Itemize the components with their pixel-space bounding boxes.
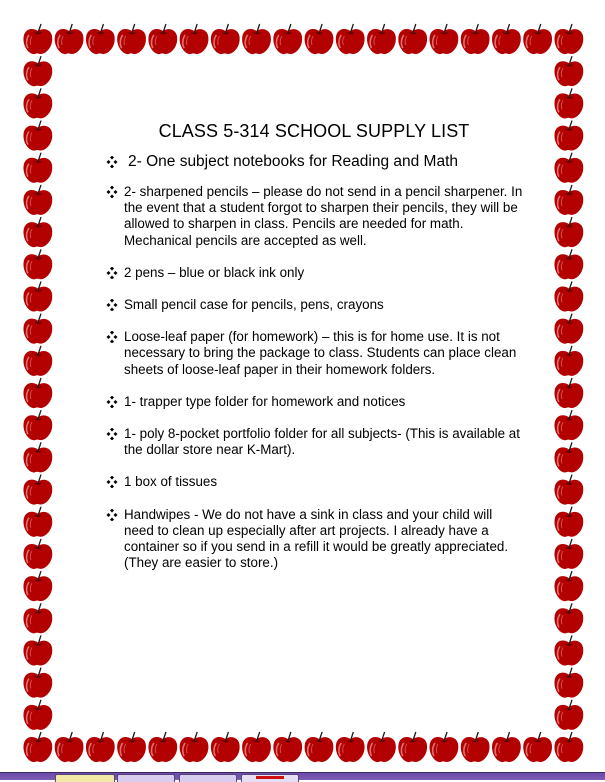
apple-icon	[554, 668, 583, 698]
apple-icon	[23, 121, 52, 151]
apple-icon	[336, 24, 365, 54]
list-item	[104, 394, 524, 410]
apple-icon	[148, 24, 177, 54]
apple-icon	[554, 475, 583, 505]
four-diamond-bullet-icon	[106, 428, 118, 440]
apple-icon	[23, 668, 52, 698]
list-item-text: 1 box of tissues	[124, 474, 218, 490]
apple-icon	[554, 442, 583, 472]
apple-icon	[554, 378, 583, 408]
apple-icon	[180, 24, 209, 54]
apple-icon	[23, 56, 52, 86]
list-item	[104, 507, 524, 572]
apple-icon	[23, 635, 52, 665]
four-diamond-bullet-icon	[106, 331, 118, 343]
list-item	[104, 297, 524, 313]
page-title: CLASS 5-314 SCHOOL SUPPLY LIST	[158, 121, 470, 141]
apple-icon	[242, 24, 271, 54]
apple-icon	[336, 732, 365, 762]
apple-icon	[554, 603, 583, 633]
apple-icon	[554, 732, 583, 762]
apple-icon	[23, 603, 52, 633]
apple-icon	[492, 732, 521, 762]
apple-icon	[367, 24, 396, 54]
apple-icon	[554, 410, 583, 440]
apple-icon	[55, 24, 84, 54]
document-body	[104, 118, 524, 587]
apple-icon	[554, 185, 583, 215]
apple-icon	[554, 217, 583, 247]
apple-icon	[492, 24, 521, 54]
list-item	[104, 474, 524, 490]
apple-icon	[242, 732, 271, 762]
apple-icon	[86, 732, 115, 762]
list-item	[104, 265, 524, 281]
apple-icon	[554, 314, 583, 344]
list-item-text: Small pencil case for pencils, pens, crayons	[124, 297, 384, 313]
four-diamond-bullet-icon	[106, 396, 118, 408]
apple-icon	[554, 346, 583, 376]
apple-icon	[461, 732, 490, 762]
apple-icon	[23, 153, 52, 183]
apple-icon	[430, 24, 459, 54]
apple-icon	[430, 732, 459, 762]
apple-icon	[305, 24, 334, 54]
apple-icon	[367, 732, 396, 762]
apple-icon	[23, 442, 52, 472]
apple-icon	[23, 314, 52, 344]
list-item	[104, 153, 524, 171]
apple-icon	[117, 24, 146, 54]
list-item	[104, 329, 524, 378]
apple-icon	[23, 24, 52, 54]
apple-icon	[55, 732, 84, 762]
list-item-text: 2 pens – blue or black ink only	[124, 264, 305, 280]
apple-icon	[180, 732, 209, 762]
apple-icon	[554, 249, 583, 279]
four-diamond-bullet-icon	[106, 156, 118, 168]
apple-icon	[273, 24, 302, 54]
supply-list	[104, 153, 524, 571]
apple-icon	[211, 24, 240, 54]
list-item	[104, 426, 524, 458]
apple-icon	[273, 732, 302, 762]
apple-icon	[23, 185, 52, 215]
apple-icon	[461, 24, 490, 54]
taskbar-button-2[interactable]	[117, 774, 175, 782]
apple-icon	[86, 24, 115, 54]
list-item-text: 1- trapper type folder for homework and notices	[124, 393, 406, 409]
apple-icon	[23, 539, 52, 569]
apple-icon	[23, 732, 52, 762]
four-diamond-bullet-icon	[106, 186, 118, 198]
apple-icon	[554, 539, 583, 569]
apple-icon	[23, 410, 52, 440]
apple-icon	[23, 378, 52, 408]
apple-icon	[398, 24, 427, 54]
apple-icon	[23, 281, 52, 311]
apple-icon	[23, 217, 52, 247]
apple-icon	[554, 88, 583, 118]
apple-icon	[554, 121, 583, 151]
list-item-text: 2- sharpened pencils – please do not send in a pencil sharpener. In the event that a student forgot to sharpen their pencils, they will be allowed to sharpen in class. Pencils are needed for math. Mechanical pencils are accepted as well.	[124, 184, 523, 248]
apple-icon	[305, 732, 334, 762]
taskbar-button-4[interactable]	[241, 774, 299, 782]
apple-icon	[398, 732, 427, 762]
apple-icon	[148, 732, 177, 762]
apple-icon	[554, 281, 583, 311]
apple-icon	[211, 732, 240, 762]
four-diamond-bullet-icon	[106, 267, 118, 279]
apple-icon	[23, 700, 52, 730]
four-diamond-bullet-icon	[106, 509, 118, 521]
apple-icon	[23, 507, 52, 537]
list-item-text: Loose-leaf paper (for homework) – this is for home use. It is not necessary to bring the package to class. Students can place clean sheets of loose-leaf paper in their homework folders.	[124, 329, 517, 377]
apple-icon	[23, 88, 52, 118]
list-item	[104, 184, 524, 249]
apple-icon	[117, 732, 146, 762]
apple-icon	[554, 635, 583, 665]
apple-icon	[554, 24, 583, 54]
four-diamond-bullet-icon	[106, 476, 118, 488]
apple-icon	[523, 24, 552, 54]
four-diamond-bullet-icon	[106, 299, 118, 311]
list-item-text: 2- One subject notebooks for Reading and Math	[128, 153, 459, 170]
apple-icon	[554, 700, 583, 730]
taskbar-button-3[interactable]	[179, 774, 237, 782]
apple-icon	[23, 571, 52, 601]
apple-icon	[23, 346, 52, 376]
apple-icon	[523, 732, 552, 762]
apple-icon	[554, 56, 583, 86]
list-item-text: Handwipes - We do not have a sink in class and your child will need to clean up especially after art projects. I already have a container so if you send in a refill it would be greatly appreciated. (They are easier to store.)	[124, 506, 509, 571]
apple-icon	[554, 153, 583, 183]
apple-icon	[554, 507, 583, 537]
apple-icon	[23, 475, 52, 505]
taskbar-button-1[interactable]	[55, 774, 115, 782]
list-item-text: 1- poly 8-pocket portfolio folder for all subjects- (This is available at the dollar store near K-Mart).	[124, 426, 520, 458]
apple-icon	[23, 249, 52, 279]
apple-icon	[554, 571, 583, 601]
